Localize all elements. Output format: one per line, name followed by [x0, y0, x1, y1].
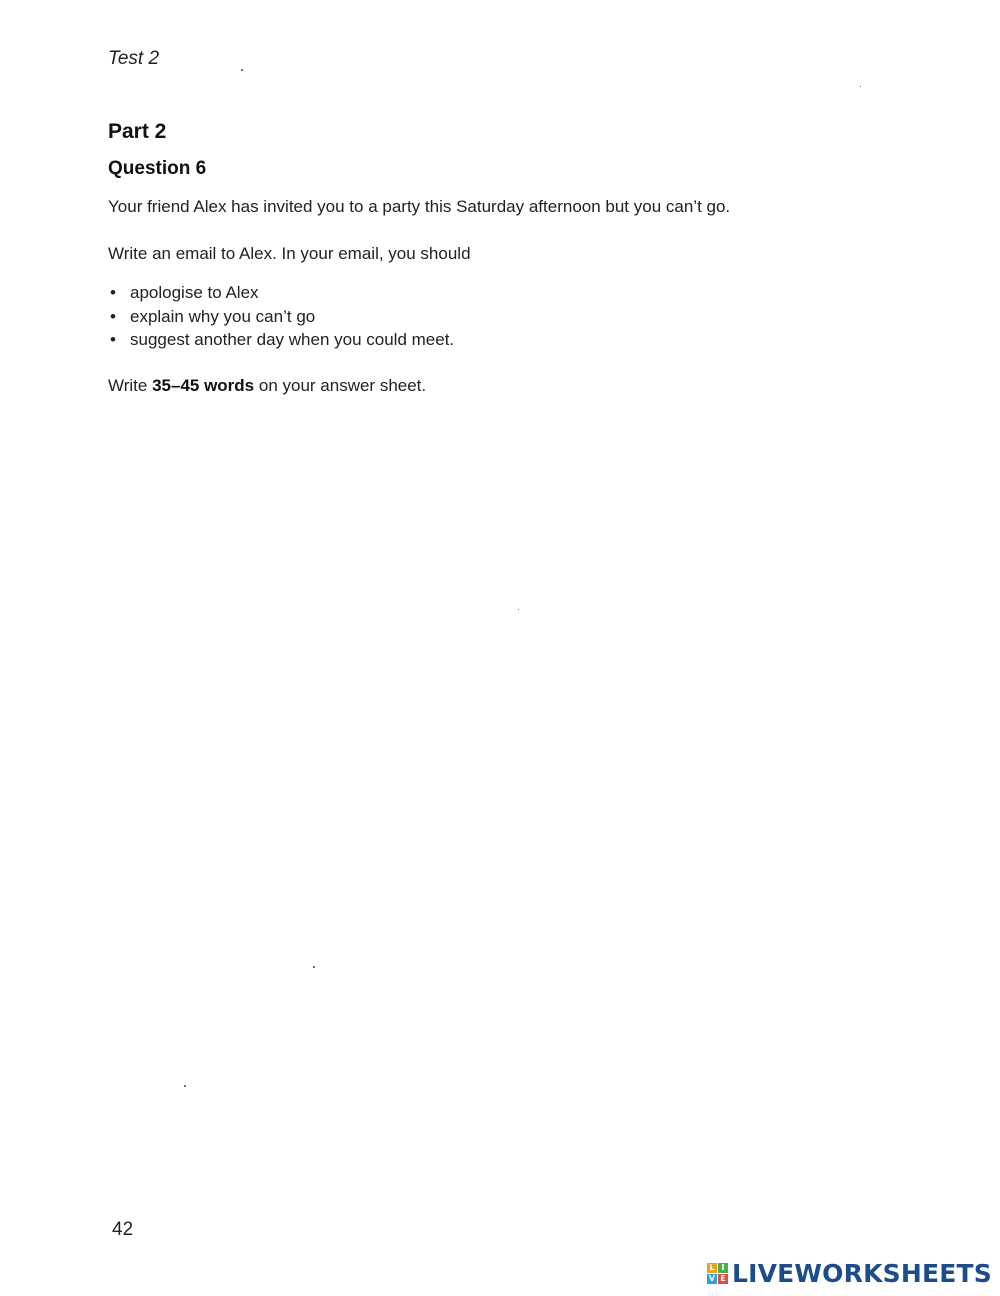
test-label: Test 2 — [108, 48, 160, 69]
question-title: Question 6 — [108, 158, 207, 179]
scan-speck — [860, 86, 861, 87]
word-count-range: 35–45 words — [152, 376, 255, 395]
bullet-dot-icon: • — [110, 306, 116, 326]
bullet-item — [108, 281, 454, 305]
logo-letter: L — [707, 1263, 717, 1273]
bullet-text: apologise to Alex — [130, 283, 259, 302]
bullet-item — [108, 305, 454, 329]
scan-speck — [518, 609, 519, 610]
liveworksheets-brand — [707, 1259, 992, 1288]
brand-name: LIVEWORKSHEETS — [731, 1259, 992, 1288]
bullet-item — [108, 328, 454, 352]
scan-speck — [313, 966, 315, 968]
word-count-suffix: on your answer sheet. — [254, 376, 427, 395]
logo-letter: V — [708, 1274, 716, 1283]
word-count-prefix: Write — [108, 376, 153, 395]
part-title: Part 2 — [108, 120, 167, 143]
bullet-dot-icon: • — [110, 330, 116, 349]
page-number: 42 — [112, 1219, 134, 1240]
liveworksheets-logo-icon — [707, 1263, 728, 1284]
logo-letter: E — [718, 1274, 728, 1284]
bullet-text: explain why you can’t go — [130, 306, 316, 326]
bullet-text: suggest another day when you could meet. — [130, 330, 455, 349]
question-instruction: Write an email to Alex. In your email, you should — [108, 244, 471, 263]
scan-speck — [241, 69, 243, 71]
scan-speck — [184, 1085, 186, 1087]
instruction-bullet-list — [108, 281, 454, 352]
bullet-dot-icon: • — [110, 283, 116, 302]
logo-letter: I — [718, 1263, 728, 1273]
word-count-instruction — [108, 376, 426, 396]
question-prompt: Your friend Alex has invited you to a party this Saturday afternoon but you can’t go. — [108, 197, 731, 216]
